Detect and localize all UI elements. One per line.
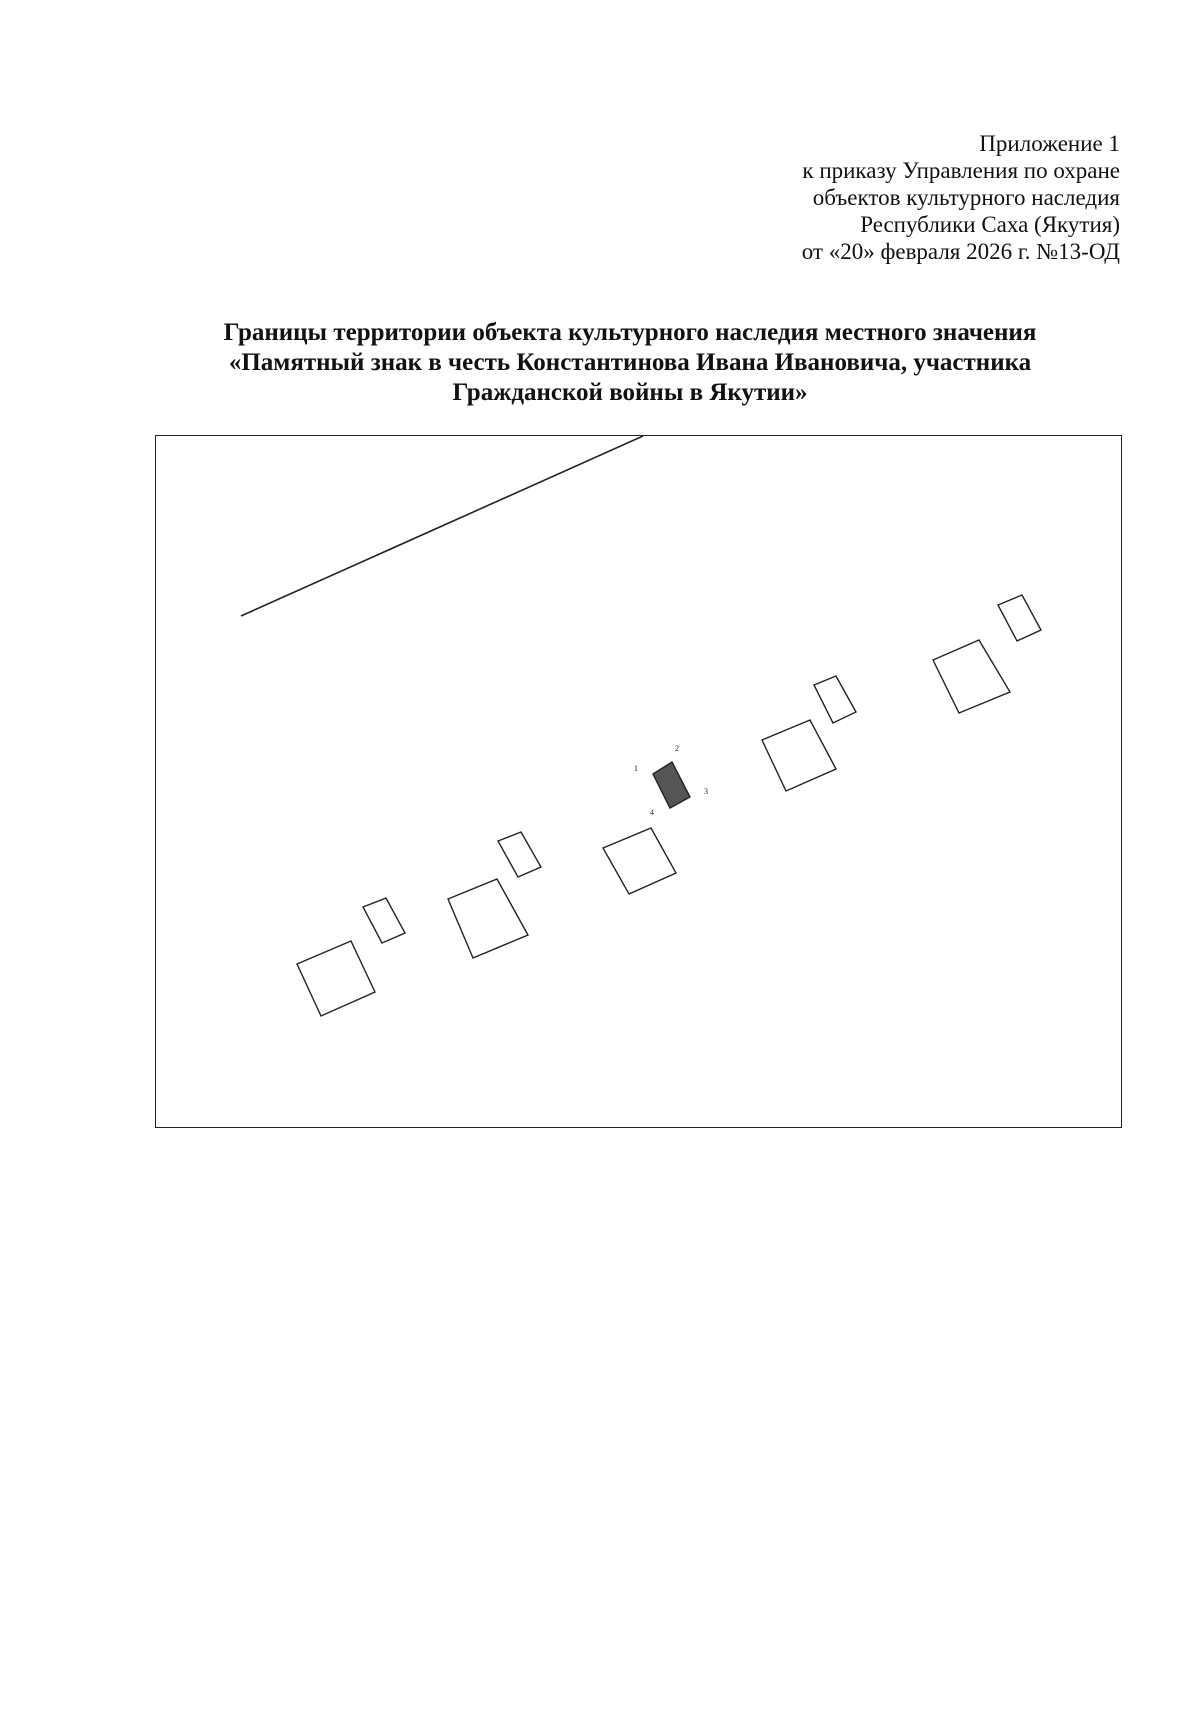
heritage-territory-boundary [653, 762, 690, 808]
point-label-3: 3 [704, 787, 708, 796]
building-large-2 [448, 879, 528, 958]
title-line-2: «Памятный знак в честь Константинова Ивана Ивановича, участника [228, 349, 1032, 376]
appendix-republic-line: Республики Саха (Якутия) [860, 212, 1120, 237]
document-title [140, 318, 1120, 408]
point-label-4: 4 [650, 808, 654, 817]
title-line-3: Гражданской войны в Якутии» [452, 379, 808, 406]
road-line [241, 436, 643, 616]
building-large-5 [933, 640, 1010, 713]
appendix-header [802, 130, 1120, 265]
point-label-1: 1 [634, 764, 638, 773]
building-small-2 [498, 832, 541, 877]
point-label-2: 2 [675, 744, 679, 753]
building-small-1 [363, 898, 405, 943]
building-small-4 [814, 676, 856, 723]
title-line-1: Границы территории объекта культурного наследия местного значения [223, 319, 1037, 346]
building-large-1 [297, 941, 375, 1016]
appendix-order-line: к приказу Управления по охране [802, 158, 1120, 183]
appendix-department-line: объектов культурного наследия [812, 185, 1120, 210]
boundary-map-drawing [156, 436, 1121, 1127]
building-large-4 [762, 720, 836, 791]
building-small-5 [998, 595, 1041, 641]
building-large-3 [603, 828, 676, 894]
appendix-date-line: от «20» февраля 2026 г. №13-ОД [801, 239, 1120, 264]
appendix-title: Приложение 1 [979, 131, 1120, 156]
boundary-map [155, 435, 1122, 1128]
